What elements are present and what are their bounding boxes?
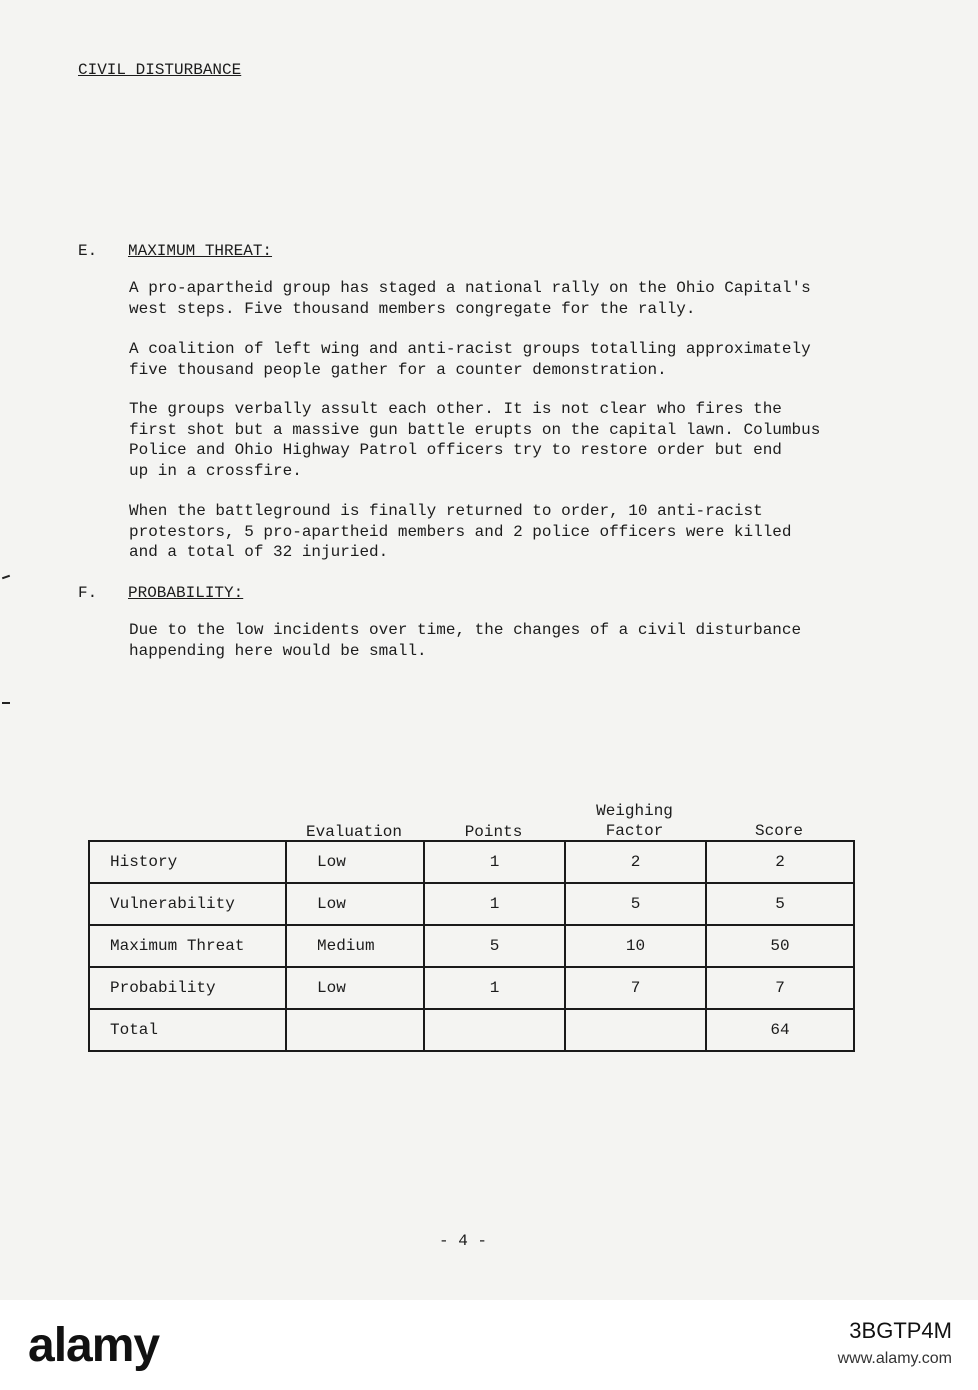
row-points: 5 [424, 925, 565, 967]
row-evaluation: Low [286, 967, 424, 1009]
image-id: 3BGTP4M [849, 1318, 952, 1343]
section-e-paragraph-1: A pro-apartheid group has staged a national rally on the Ohio Capital's west steps. Five thousand members congregate for the rally. [129, 279, 811, 318]
margin-mark [2, 575, 10, 580]
row-factor: 5 [565, 883, 706, 925]
row-score: 50 [706, 925, 854, 967]
table-row [89, 967, 854, 1009]
row-evaluation: Medium [286, 925, 424, 967]
page-number: - 4 - [439, 1232, 488, 1250]
section-f-paragraph: Due to the low incidents over time, the changes of a civil disturbance happending here would be small. [129, 621, 802, 660]
header-points: Points [464, 823, 523, 841]
table-row-total [89, 1009, 854, 1051]
row-score: 64 [706, 1009, 854, 1051]
row-points: 1 [424, 883, 565, 925]
row-label: Vulnerability [89, 883, 286, 925]
section-f-title: PROBABILITY: [128, 584, 244, 602]
score-table [88, 840, 855, 1052]
brand-logo: alamy [28, 1319, 160, 1372]
section-e-letter: E. [78, 242, 98, 260]
row-factor: 10 [565, 925, 706, 967]
row-points: 1 [424, 967, 565, 1009]
row-label: Total [89, 1009, 286, 1051]
table-row [89, 841, 854, 883]
row-factor: 2 [565, 841, 706, 883]
row-evaluation: Low [286, 841, 424, 883]
stock-footer [0, 1300, 978, 1390]
row-factor: 7 [565, 967, 706, 1009]
margin-mark [2, 702, 10, 704]
site-url: www.alamy.com [837, 1350, 952, 1367]
document-heading: CIVIL DISTURBANCE [78, 61, 242, 79]
section-e-paragraph-3: The groups verbally assult each other. It is not clear who fires the first shot but a massive gun battle erupts on the capital lawn. Columbus Police and Ohio Highway Patrol officers try to restore order but end up in a crossfire. [129, 400, 821, 480]
header-score: Score [754, 822, 803, 840]
row-label: Probability [89, 967, 286, 1009]
row-score: 5 [706, 883, 854, 925]
table-row [89, 925, 854, 967]
row-label: Maximum Threat [89, 925, 286, 967]
row-points: 1 [424, 841, 565, 883]
row-score: 2 [706, 841, 854, 883]
header-weighing-factor: Weighing Factor [596, 802, 673, 840]
row-factor [565, 1009, 706, 1051]
table-row [89, 883, 854, 925]
section-e-title: MAXIMUM THREAT: [128, 242, 273, 260]
row-score: 7 [706, 967, 854, 1009]
row-evaluation [286, 1009, 424, 1051]
row-points [424, 1009, 565, 1051]
row-label: History [89, 841, 286, 883]
header-evaluation: Evaluation [305, 823, 402, 841]
row-evaluation: Low [286, 883, 424, 925]
section-f-letter: F. [78, 584, 98, 602]
section-e-paragraph-4: When the battleground is finally returned to order, 10 anti-racist protestors, 5 pro-apartheid members and 2 police officers were killed and a total of 32 injuried. [129, 502, 792, 561]
section-e-paragraph-2: A coalition of left wing and anti-racist groups totalling approximately five thousand people gather for a counter demonstration. [129, 340, 811, 379]
